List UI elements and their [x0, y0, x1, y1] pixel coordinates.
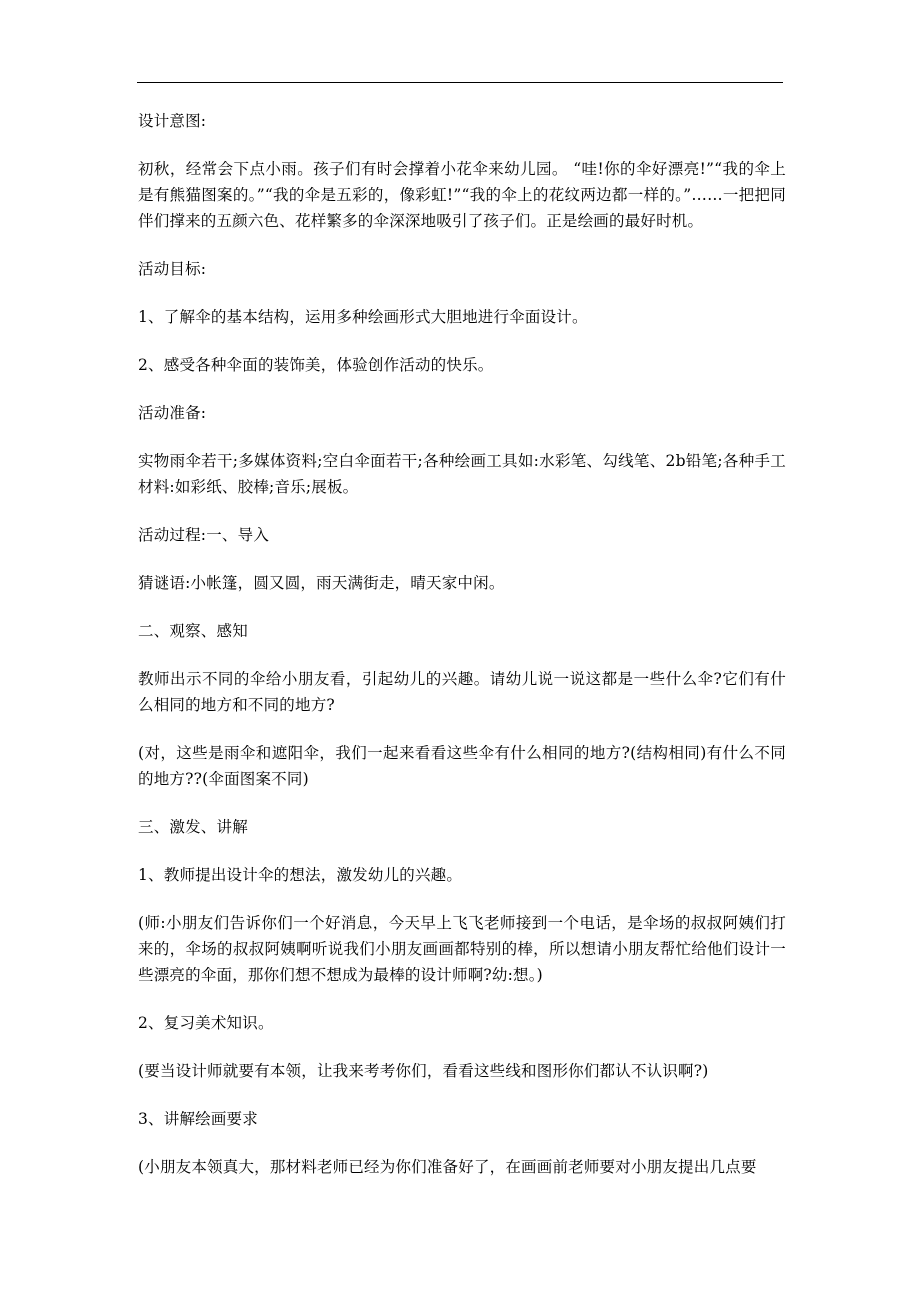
paragraph-teacher-speech: (师:小朋友们告诉你们一个好消息，今天早上飞飞老师接到一个电话，是伞场的叔叔阿姨们打来的，伞场的叔叔阿姨啊听说我们小朋友画画都特别的棒，所以想请小朋友帮忙给他们设计一些漂亮的伞面，那你们想不想成为最棒的设计师啊?幼:想。) [138, 914, 786, 984]
paragraph-review-note: (要当设计师就要有本领，让我来考考你们，看看这些线和图形你们都认不认识啊?) [138, 1062, 709, 1080]
heading-activity-goals: 活动目标: [138, 260, 207, 278]
goal-item-1: 1、了解伞的基本结构，运用多种绘画形式大胆地进行伞面设计。 [138, 308, 588, 326]
header-rule [137, 82, 783, 83]
paragraph-materials: 实物雨伞若干;多媒体资料;空白伞面若干;各种绘画工具如:水彩笔、勾线笔、2b铅笔;各种手工材料:如彩纸、胶棒;音乐;展板。 [138, 452, 786, 496]
step-item-1: 1、教师提出设计伞的想法，激发幼儿的兴趣。 [138, 866, 463, 884]
heading-design-intent: 设计意图: [138, 112, 207, 130]
paragraph-riddle: 猜谜语:小帐篷，圆又圆，雨天满街走，晴天家中闲。 [138, 574, 505, 592]
heading-activity-prep: 活动准备: [138, 404, 207, 422]
paragraph-requirements-note: (小朋友本领真大，那材料老师已经为你们准备好了，在画画前老师要对小朋友提出几点要 [138, 1158, 757, 1176]
paragraph-observe: 教师出示不同的伞给小朋友看，引起幼儿的兴趣。请幼儿说一说这都是一些什么伞?它们有什么相同的地方和不同的地方? [138, 670, 786, 714]
step-item-2: 2、复习美术知识。 [138, 1014, 274, 1032]
document-body [138, 108, 786, 1202]
paragraph-design-intent: 初秋，经常会下点小雨。孩子们有时会撑着小花伞来幼儿园。 “哇!你的伞好漂亮!”“我的伞上是有熊猫图案的。”“我的伞是五彩的，像彩虹!”“我的伞上的花纹两边都一样的。”……一把把同伴们撑来的五颜六色、花样繁多的伞深深地吸引了孩子们。正是绘画的最好时机。 [138, 160, 786, 230]
step-item-3: 3、讲解绘画要求 [138, 1110, 258, 1128]
heading-observe: 二、观察、感知 [138, 622, 248, 640]
paragraph-observe-note: (对，这些是雨伞和遮阳伞，我们一起来看看这些伞有什么相同的地方?(结构相同)有什么不同的地方??(伞面图案不同) [138, 744, 786, 788]
heading-activity-process: 活动过程:一、导入 [138, 526, 270, 544]
heading-inspire: 三、激发、讲解 [138, 818, 248, 836]
goal-item-2: 2、感受各种伞面的装饰美，体验创作活动的快乐。 [138, 356, 494, 374]
